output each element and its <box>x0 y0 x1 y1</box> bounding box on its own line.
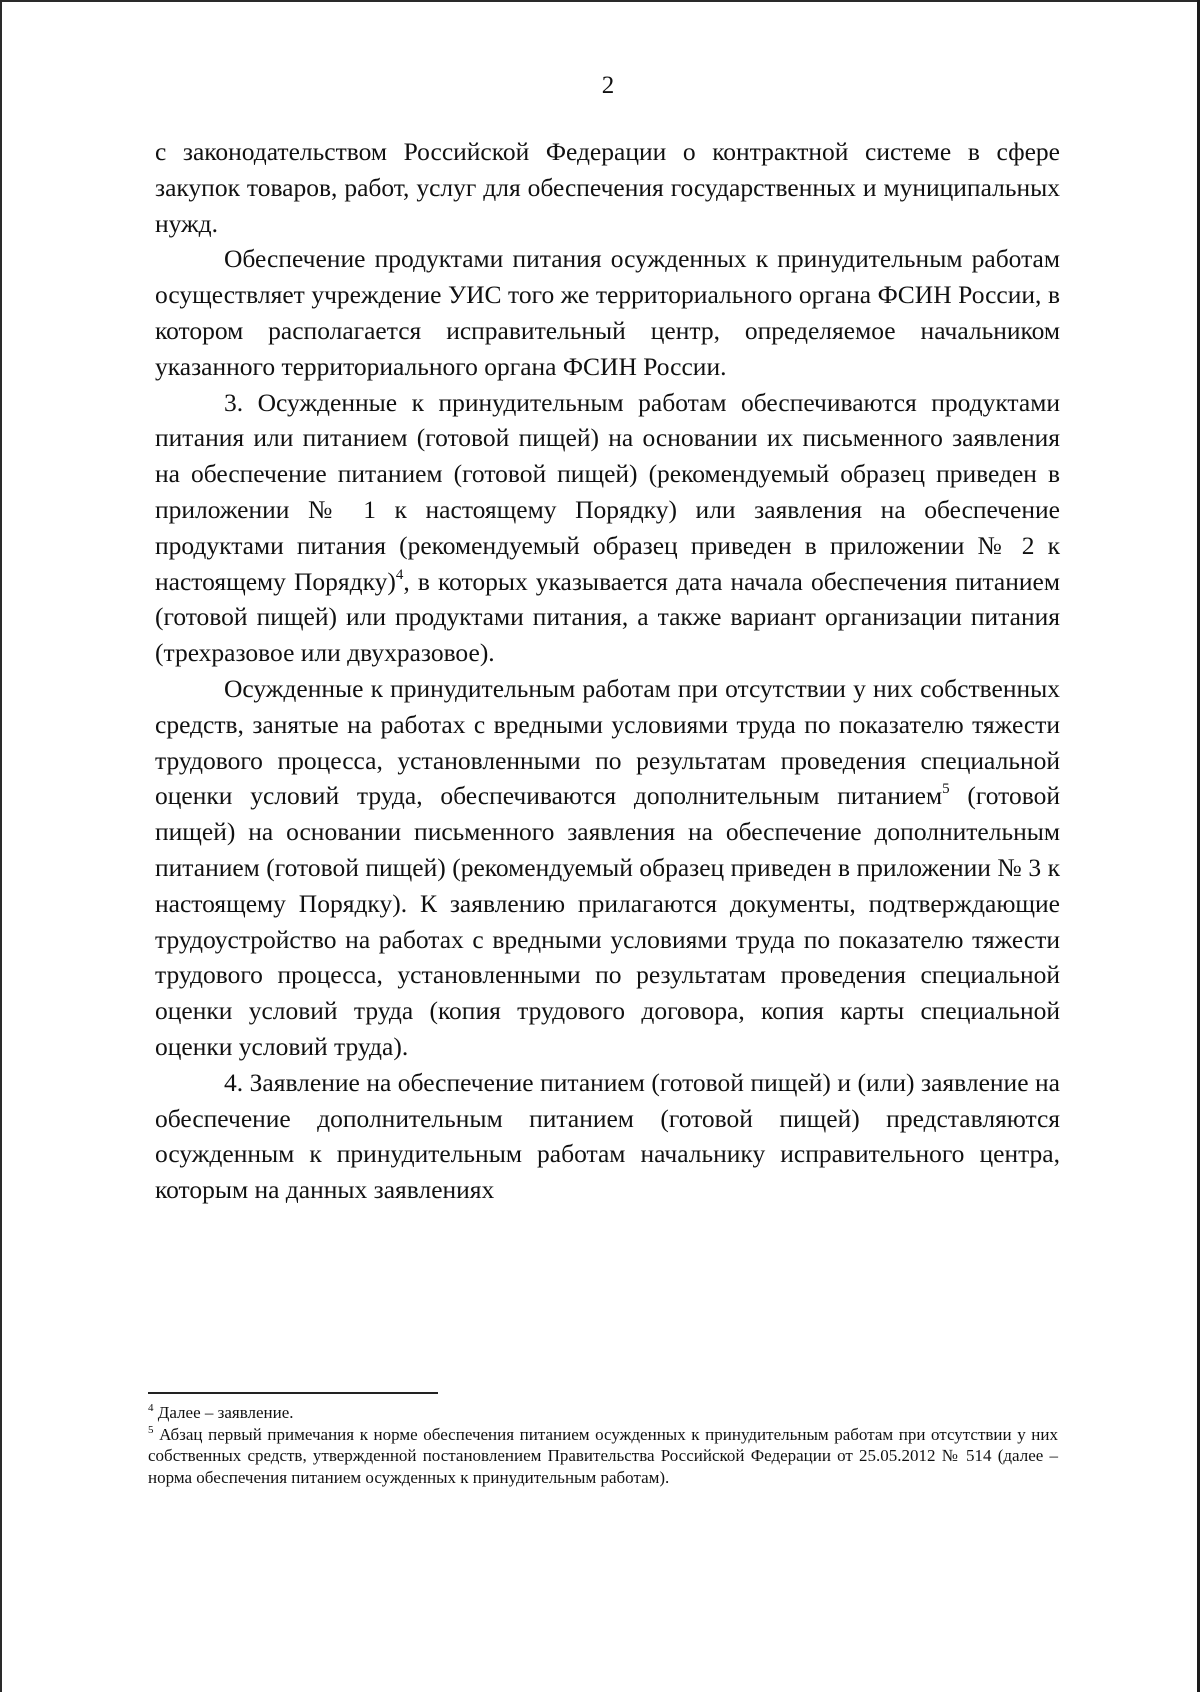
footnote-ref-5: 5 <box>942 781 950 798</box>
footnote-mark-4: 4 <box>148 1402 154 1414</box>
paragraph-item-3 <box>155 385 1060 671</box>
footnotes <box>148 1402 1058 1488</box>
footnote-4-text: Далее – заявление. <box>153 1403 294 1422</box>
paragraph-additional-food-text-cont: (готовой пищей) на основании письменного заявления на обеспечение дополнительным питанием (готовой пищей) (рекомендуемый образец приведен в приложении № 3 к настоящему Порядку). К заявлению прилагаются документы, подтверждающие трудоустройство на работах с вредными условиями труда по показателю тяжести трудового процесса, установленными по результатам проведения специальной оценки условий труда (копия трудового договора, копия карты специальной оценки условий труда). <box>155 781 1060 1061</box>
paragraph-item-3-text-cont: , в которых указывается дата начала обеспечения питанием (готовой пищей) или продуктами питания, а также вариант организации питания (трехразовое или двухразовое). <box>155 566 1060 668</box>
footnote-mark-5: 5 <box>148 1423 154 1436</box>
paragraph-additional-food <box>155 671 1060 1065</box>
page-edge-top <box>0 0 1200 2</box>
footnote-5 <box>148 1424 1058 1489</box>
paragraph-contract-system: с законодательством Российской Федерации о контрактной системе в сфере закупок товаров, работ, услуг для обеспечения государственных и муниципальных нужд. <box>155 137 1060 238</box>
page-edge-left <box>0 0 2 1692</box>
paragraph-item-4: 4. Заявление на обеспечение питанием (готовой пищей) и (или) заявление на обеспечение дополнительным питанием (готовой пищей) представляются осужденным к принудительным работам начальнику исправительного центра, которым на данных заявлениях <box>155 1067 1060 1205</box>
paragraph-additional-food-text: Осужденные к принудительным работам при отсутствии у них собственных средств, занятые на работах с вредными условиями труда по показателю тяжести трудового процесса, установленными по результатам проведения специальной оценки условий труда, обеспечиваются дополнительным питанием <box>155 673 1060 811</box>
document-body <box>155 134 1060 1208</box>
footnote-ref-4: 4 <box>395 566 404 583</box>
paragraph-item-3-text: 3. Осужденные к принудительным работам обеспечиваются продуктами питания или питанием (готовой пищей) на основании их письменного заявления на обеспечение питанием (готовой пищей) (рекомендуемый образец приведен в приложении № 1 к настоящему Порядку) или заявления на обеспечение продуктами питания (рекомендуемый образец приведен в приложении № 2 к настоящему Порядку) <box>155 387 1060 596</box>
footnote-4 <box>148 1402 1058 1424</box>
footnote-5-text: Абзац первый примечания к норме обеспечения питанием осужденных к принудительным работам при отсутствии у них собственных средств, утвержденной постановлением Правительства Российской Федерации от 25.05.2012 № 514 (далее – норма обеспечения питанием осужденных к принудительным работам). <box>148 1424 1058 1487</box>
page-number: 2 <box>601 72 615 99</box>
paragraph-food-supply: Обеспечение продуктами питания осужденных к принудительным работам осуществляет учреждение УИС того же территориального органа ФСИН России, в котором располагается исправительный центр, определяемое начальником указанного территориального органа ФСИН России. <box>155 244 1060 381</box>
footnote-separator <box>148 1392 438 1394</box>
